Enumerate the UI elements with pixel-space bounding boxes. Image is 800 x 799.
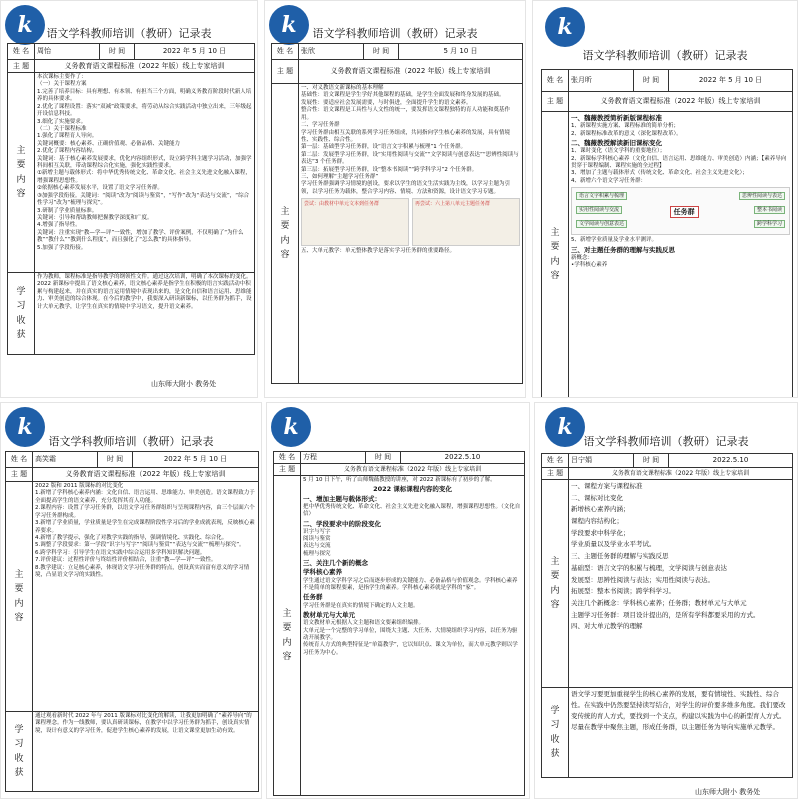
training-date: 5 月 10 日 <box>399 44 523 60</box>
learning-gain: 作为教师，课程标准是指导教学的纲领性文件。通过这次培训，明确了本次课标的变化。2022 新课标中提出了语文核心素养，语文核心素养是指学生在积极的语言实践活动中积累与构建起来，并在真实的语言运用情境中表现出来的，是文化自信和语言运用、思维能力、审美创造的综合体现。在今后的教学中，我要深入研读新课标，以任务群为抓手，设计大单元教学，让学生在真实的情境中学习语文，提升语文素养。 <box>35 273 255 355</box>
training-date: 2022.5.10 <box>669 454 793 468</box>
content-label: 主 要 内 容 <box>542 480 569 688</box>
mindmap-node: 整本书阅读 <box>754 206 785 214</box>
mindmap-node: 文学阅读与创意表达 <box>576 220 627 228</box>
name-label: 姓 名 <box>8 44 35 60</box>
training-topic: 义务教育语文课程标准（2022 年版）线上专家培训 <box>569 92 793 112</box>
form-title: 语文学科教师培训（教研）记录表 <box>312 27 478 40</box>
time-label: 时 间 <box>634 70 669 92</box>
record-table <box>273 451 525 796</box>
training-date: 2022.5.10 <box>401 452 525 464</box>
mindmap-node: 实用性阅读与交流 <box>576 206 622 214</box>
training-date: 2022 年 5 月 10 日 <box>135 44 255 60</box>
main-content: 5 月 10 日下午，听了山师魏薇教授的讲座，对 2022 新课标有了初步的了解。 2022 课标课程内容的变化 一、增加主题与载体形式： 把中华优秀传统文化、革命文化、社会主义先进文化融入课程，增强课程思想性。（文化自信） 二、学段要求中的阶段变化 识字与写字 阅读与鉴赏 表达与交流 梳理与探究 三、关注几个新的概念 学科核心素养 学生通过语文学科学习之后而逐步形成的关键能力、必备品格与价值观念。学科核心素养不是简单的课程要素，是指学生的素养。学科核心素养就是学科的“家”。 任务群 学习任务群是在真实的情境下确定的人文主题。 教材单元与大单元 语文教材单元根据人文主题和语文要素组织编排。 大单元是一个完整的学习单位，围绕大主题、大任务、大情境组织学习内容，以任务为驱动开展教学。 传统育人方式的典型特征是“单篇教学”，它以知识点、课文为单位，而大单元教学则以学习任务为中心。 <box>301 476 525 796</box>
slide-images <box>301 198 520 246</box>
topic-label: 主 题 <box>542 468 569 480</box>
teacher-name: 高笑霜 <box>33 452 98 468</box>
teacher-name: 周怡 <box>35 44 100 60</box>
time-label: 时 间 <box>98 452 133 468</box>
time-label: 时 间 <box>634 454 669 468</box>
main-content: 一、课程方案与课程标准 二、课标对比变化 新增核心素养内涵； 课程内容结构化； 学段要求中科学化； 学业质量以及学业水平考试。 三、主题任务群的理解与实践反思 基础型：语言文字的积累与梳理，文学阅读与创意表达 发展型：思辨性阅读与表达；实用性阅读与表达。 拓展型：整本书阅读；跨学科学习。 关注几个新概念：学科核心素养；任务群；教材单元与大单元 主题学习任务群：项目设计提出的，是所有学科都要采用的方式。 四、对大单元教学的理解 <box>569 480 793 688</box>
training-topic: 义务教育语文课程标准（2022 年版）线上专家培训 <box>299 60 523 84</box>
footer: 山东师大附小 教务处 <box>695 788 761 796</box>
topic-label: 主 题 <box>8 60 35 73</box>
main-content: 一、对义教语文新课标的基本理解 基础性：语文课程是学生学好其他课程的基础，是学生全面发展和终身发展的基础。 发展性：要适应社会发展需要，与时俱进，全面提升学生的语文素养。 整合性：语文课程是工具性与人文性的统一，要发挥语文课程独特的育人功能和奠基作用。 二、学习任务群 学习任务群由相互关联的系列学习任务组成，共同指向学生核心素养的发展，具有情境性、实践性、综合性。 第一层：基础型学习任务群，设“语言文字积累与梳理”1 个任务群。 第二层：发展型学习任务群，设“实用性阅读与交流”“文学阅读与创意表达”“思辨性阅读与表达”3 个任务群。 第三层：拓展型学习任务群，设“整本书阅读”“跨学科学习”2 个任务群。 三、如何理解“主题学习任务群” 学习任务群强调学习情境的创设，要求以学生的语文生活实践为主线，以学习主题为引领，以学习任务为载体，整合学习内容、情境、方法和资源，设计语文学习专题。 尝试：由教材中单元文本到任务群 再尝试：六上第八单元主题任务群 五、大单元教学：单元整体教学是落实学习任务群的重要路径。 <box>299 84 523 384</box>
teacher-name: 张月昕 <box>569 70 634 92</box>
topic-label: 主 题 <box>274 464 301 476</box>
learning-gain: 语文学习要更加重视学生的核心素养的发展，要有情境性、实践性、综合性。在实践中仍然要坚持读写结合，对学生的评价要多维多角度。我们要改变传统的育人方式，要找到一个支点，构建以实践为中心的新型育人方式。尽量在教学中聚焦主题，形成任务群，以主题任务为导向实施单元教学。 <box>569 688 793 778</box>
form-title: 语文学科教师培训（教研）记录表 <box>583 435 749 448</box>
school-logo-icon: k <box>545 7 585 47</box>
footer: 山东师大附小 教务处 <box>151 380 217 388</box>
topic-label: 主 题 <box>272 60 299 84</box>
content-label: 主 要 内 容 <box>6 482 33 712</box>
record-table <box>271 43 523 384</box>
training-date: 2022 年 5 月 10 日 <box>669 70 793 92</box>
time-label: 时 间 <box>364 44 399 60</box>
record-table <box>7 43 255 355</box>
time-label: 时 间 <box>366 452 401 464</box>
record-sheet-5 <box>266 402 530 799</box>
school-logo-icon: k <box>269 5 309 45</box>
record-table <box>5 451 259 792</box>
teacher-name: 吕宁娟 <box>569 454 634 468</box>
record-sheet-3 <box>532 0 798 398</box>
main-content: 本次课标主要作了： （一）关于课程方案 1.完善了培养目标：具有理想、有本领、有担当三个方面，明确义务教育阶段时代新人培养的具体要求。 2.优化了课程设置：落实“双减”政策要求，将劳动从综合实践活动中独立出来，三年级起开设信息科技。 3.细化了实施要求。 （二）关于课程标准 1.强化了课程育人导向。 关键词概要：核心素养、正确价值观、必备品格、关键能力 2.优化了课程内容结构。 关键词：基于核心素养发展要求，优化内容组织形式，设立跨学科主题学习活动，加强学科间相互关联，带动课程综合化实施，强化实践性要求。 ①新增主题与载体形式：将中华优秀传统文化、革命文化、社会主义先进文化融入课程，增强课程思想性。 ②依据核心素养发展水平，设置了语文学习任务群。 ③加强学段衔接。关键词：“阅读”改为“阅读与鉴赏”，“写作”改为“表达与交流”，“综合性学习”改为“梳理与探究”。 3.研制了学业质量标准。 关键词：引导和帮助教师把握教学深度和广度。 4.增强了指导性。 关键词：注重实现“教—学—评”一致性，增加了教学、评价案例，不仅明确了“为什么教”“教什么”“教到什么程度”，而且强化了“怎么教”的具体指导。 5.加强了学段衔接。 <box>35 73 255 273</box>
time-label: 时 间 <box>100 44 135 60</box>
training-topic: 义务教育语文课程标准（2022 年版）线上专家培训 <box>33 468 259 482</box>
topic-label: 主 题 <box>542 92 569 112</box>
mindmap-node: 语言文字积累与梳理 <box>576 192 627 200</box>
learning-gain: 通过观看新时代 2022 年与 2011 版课标对比变化的解读，让我更加明确了“素养导向”的课程理念。作为一线教师，要认真研读课标，在教学中以学习任务群为抓手，创设真实情境，设计有意义的学习任务，促进学生核心素养的发展，让语文课堂更加生动有效。 <box>33 712 259 792</box>
form-title: 语文学科教师培训（教研）记录表 <box>46 27 212 40</box>
main-content: 2022 版和 2011 版课标的对比变化 1.新增了学科核心素养内涵：文化自信、语言运用、思维能力、审美创造。语文课程致力于全面提高学生的语文素养，充分发挥其育人功能。 2.课程内容：设置了学习任务群，以语文学习任务群组织与呈现课程内容，由三个层面六个学习任务群构成。 3.新增了学业质量，学业质量是学生在完成课程阶段性学习后的学业成就表现，反映核心素养要求。 4.新增了教学提示，强化了对教学实践的指导，强调情境化、实践化、综合化。 5.调整了学段要求：第一学段“识字与写字”“阅读与鉴赏”“表达与交流”“梳理与探究”。 6.跨学科学习：引导学生在语文实践中综合运用多学科知识解决问题。 7.评价建议：过程性评价与终结性评价相结合，注重“教—学—评”一致性。 8.教学建议：立足核心素养，体现语文学习任务群的特点，创设真实而富有意义的学习情境，凸显语文学习的实践性。 <box>33 482 259 712</box>
form-title: 语文学科教师培训（教研）记录表 <box>48 435 214 448</box>
slide-right: 再尝试：六上第八单元主题任务群 <box>412 198 520 246</box>
content-label: 主 要 内 容 <box>272 84 299 384</box>
record-sheet-1 <box>0 0 258 398</box>
training-topic: 义务教育语文课程标准（2022 年版）线上专家培训 <box>301 464 525 476</box>
training-date: 2022 年 5 月 10 日 <box>133 452 259 468</box>
main-content: 一、魏薇教授简析新版课程标准 1、新课程实施方案、课程标准的简单分析； 2、新课程标准改革的意义（深化课程改革）。 二、魏薇教授解读新旧课标变化 1、课时变化（语文学科的重要地位）； 2、新课标学科核心素养（文化自信、语言运用、思维能力、审美创造）内涵；【素养导向贯穿于课程编制、课程实施的全过程】 3、增加了主题与载体形式（传统文化、革命文化、社会主义先进文化）； 4、新增六个语文学习任务群： 任务群 语言文字积累与梳理 实用性阅读与交流 文学阅读与创意表达 思辨性阅读与表达 整本书阅读 跨学科学习 5、新增学业质量及学业水平测评。 三、对主题任务群的理解与实践反思 新概念： •学科核心素养 <box>569 112 793 398</box>
record-sheet-2 <box>264 0 526 398</box>
slide-left: 尝试：由教材中单元文本到任务群 <box>301 198 409 246</box>
school-logo-icon: k <box>545 407 585 447</box>
record-sheet-6 <box>534 402 798 799</box>
topic-label: 主 题 <box>6 468 33 482</box>
form-title: 语文学科教师培训（教研）记录表 <box>582 49 748 62</box>
training-topic: 义务教育语文课程标准（2022 年版）线上专家培训 <box>35 60 255 73</box>
content-label: 主 要 内 容 <box>542 112 569 398</box>
content-label: 主 要 内 容 <box>8 73 35 273</box>
name-label: 姓 名 <box>272 44 299 60</box>
name-label: 姓 名 <box>542 70 569 92</box>
name-label: 姓 名 <box>274 452 301 464</box>
training-topic: 义务教育语文课程标准（2022 年版）线上专家培训 <box>569 468 793 480</box>
record-sheet-4 <box>0 402 262 799</box>
gain-label: 学 习 收 获 <box>542 688 569 778</box>
gain-label: 学 习 收 获 <box>8 273 35 355</box>
mindmap-node: 跨学科学习 <box>754 220 785 228</box>
school-logo-icon: k <box>5 407 45 447</box>
name-label: 姓 名 <box>6 452 33 468</box>
content-label: 主 要 内 容 <box>274 476 301 796</box>
gain-label: 学 习 收 获 <box>6 712 33 792</box>
mindmap-center: 任务群 <box>670 206 699 219</box>
teacher-name: 方程 <box>301 452 366 464</box>
task-group-mindmap <box>571 187 790 235</box>
name-label: 姓 名 <box>542 454 569 468</box>
teacher-name: 张欣 <box>299 44 364 60</box>
record-table <box>541 453 793 778</box>
record-table <box>541 69 793 398</box>
mindmap-node: 思辨性阅读与表达 <box>739 192 785 200</box>
school-logo-icon: k <box>5 5 45 45</box>
school-logo-icon: k <box>271 407 311 447</box>
